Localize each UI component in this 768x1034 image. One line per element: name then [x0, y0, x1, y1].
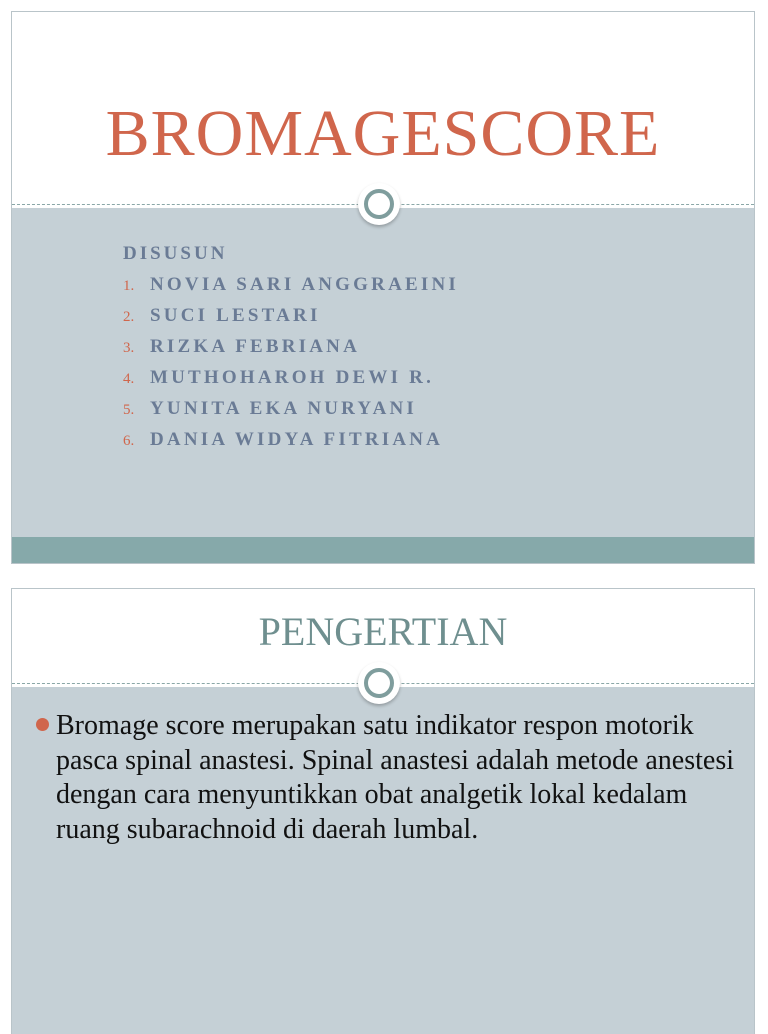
author-name: SUCI LESTARI — [150, 305, 321, 326]
byline: DISUSUN — [123, 243, 228, 264]
list-number: 2. — [123, 309, 135, 325]
slide-title: BROMAGESCORE — [105, 97, 661, 170]
author-item — [123, 332, 459, 363]
list-number: 5. — [123, 402, 135, 418]
author-item — [123, 301, 459, 332]
author-name: NOVIA SARI ANGGRAEINI — [150, 274, 459, 295]
list-number: 1. — [123, 278, 135, 294]
author-name: MUTHOHAROH DEWI R. — [150, 367, 435, 388]
ring-ornament-icon — [358, 662, 400, 704]
content-slide — [12, 589, 754, 1034]
author-name: DANIA WIDYA FITRIANA — [150, 429, 444, 450]
author-list — [123, 270, 459, 456]
author-name: YUNITA EKA NURYANI — [150, 398, 418, 419]
author-item — [123, 394, 459, 425]
list-number: 6. — [123, 433, 135, 449]
bullet-text: Bromage score merupakan satu indikator respon motorik pasca spinal anastesi. Spinal anastesi adalah metode anestesi dengan cara menyuntikkan obat analgetik lokal kedalam ruang subarachnoid di daerah lumbal. — [56, 710, 735, 845]
author-item — [123, 425, 459, 456]
title-slide — [12, 12, 754, 563]
author-item — [123, 363, 459, 394]
author-name: RIZKA FEBRIANA — [150, 336, 361, 357]
author-item — [123, 270, 459, 301]
ring-ornament-icon — [358, 183, 400, 225]
section-title: PENGERTIAN — [258, 609, 508, 654]
bullet-icon — [36, 718, 49, 731]
footer-band — [12, 537, 754, 563]
list-number: 4. — [123, 371, 135, 387]
author-block — [123, 242, 459, 456]
list-number: 3. — [123, 340, 135, 356]
